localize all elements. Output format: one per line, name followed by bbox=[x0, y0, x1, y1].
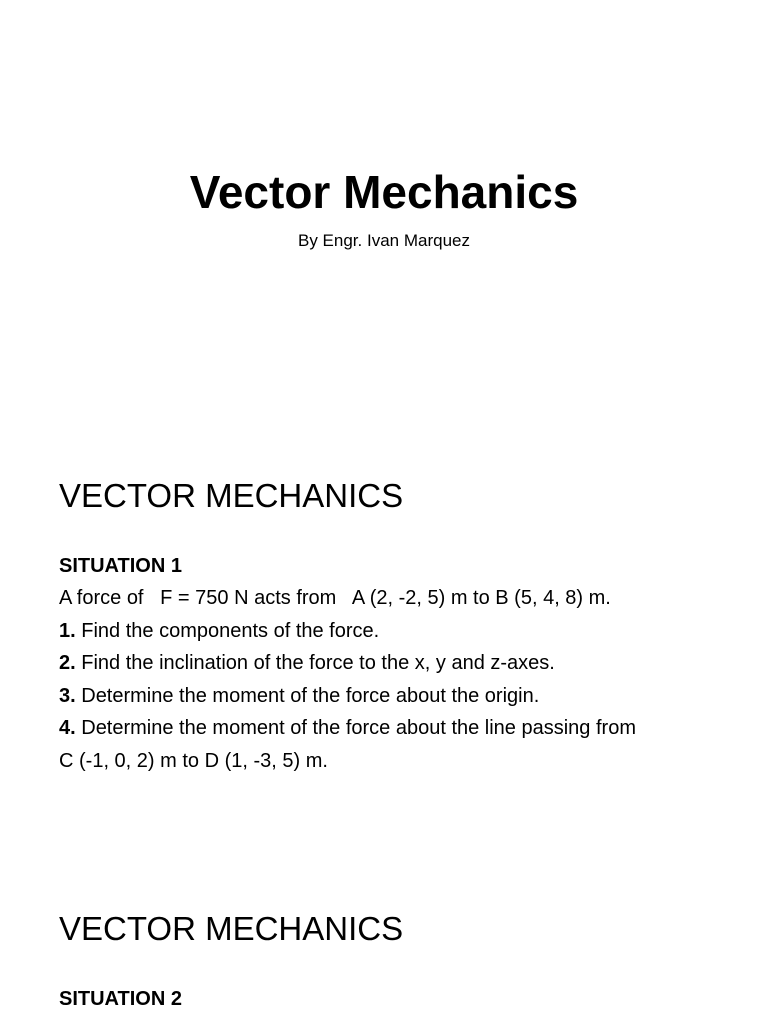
question-number: 3. bbox=[59, 684, 76, 707]
question-number: 2. bbox=[59, 652, 76, 674]
situation-label: SITUATION 2 bbox=[59, 988, 182, 1010]
question-item bbox=[59, 712, 739, 745]
situation-label: SITUATION 1 bbox=[59, 555, 182, 577]
question-text: Determine the moment of the force about the line passing from bbox=[75, 717, 636, 739]
author-byline: By Engr. Ivan Marquez bbox=[298, 231, 470, 250]
document-title: Vector Mechanics bbox=[189, 166, 579, 218]
question-text: Find the inclination of the force to the x, y and z-axes. bbox=[75, 652, 555, 674]
question-continuation: C (-1, 0, 2) m to D (1, -3, 5) m. bbox=[59, 749, 328, 772]
slide-heading: VECTOR MECHANICS bbox=[59, 910, 404, 947]
slide-situation-2 bbox=[59, 908, 739, 1012]
title-slide bbox=[0, 0, 768, 430]
question-number: 1. bbox=[59, 619, 76, 642]
question-text: Determine the moment of the force about the origin. bbox=[75, 684, 540, 707]
question-text: Find the components of the force. bbox=[75, 619, 380, 642]
problem-statement: A force of F = 750 N acts from A (2, -2, 5) m to B (5, 4, 8) m. bbox=[59, 587, 611, 609]
question-item bbox=[59, 647, 739, 680]
question-item bbox=[59, 615, 739, 648]
slide-situation-1 bbox=[59, 475, 739, 777]
slide-heading: VECTOR MECHANICS bbox=[59, 477, 404, 514]
question-item bbox=[59, 680, 739, 713]
question-number: 4. bbox=[59, 717, 76, 739]
